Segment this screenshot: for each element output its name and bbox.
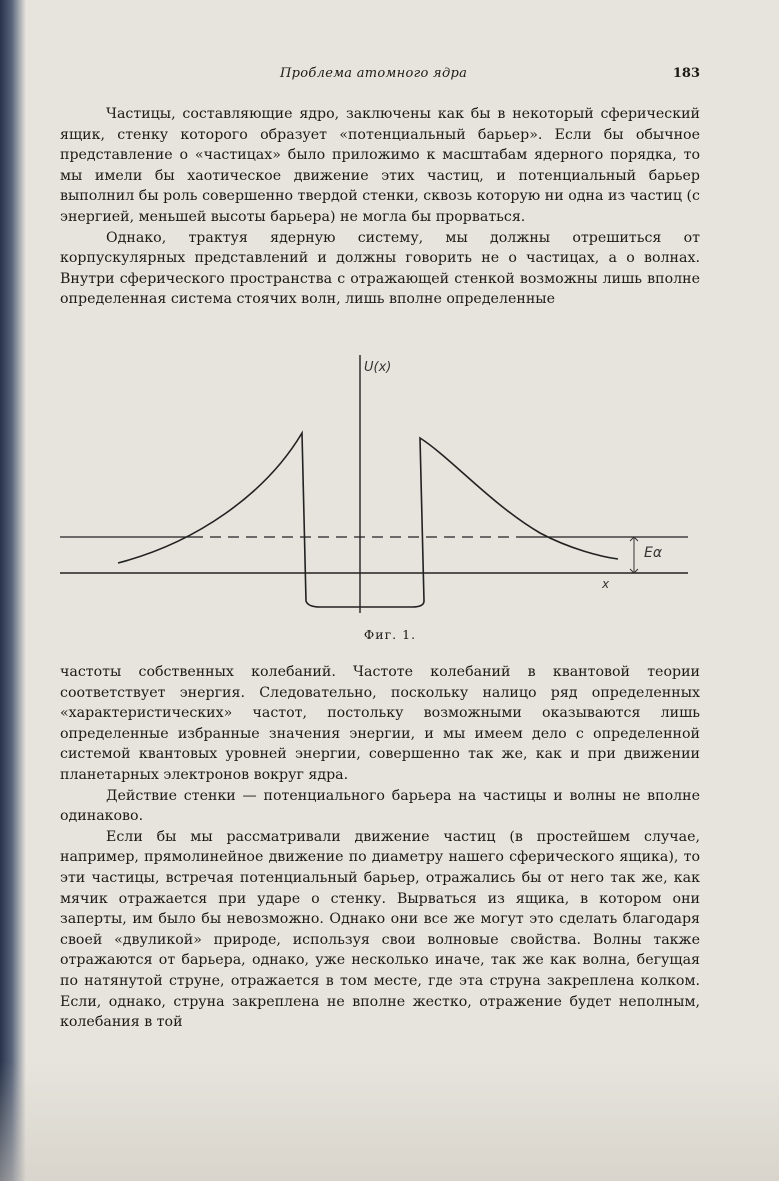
x-axis-label: x [602, 577, 610, 591]
paragraph: частоты собственных колебаний. Частоте колебаний в квантовой теории соответствует энергия. Следовательно, поскольку налицо ряд определенных «характеристических» частот, постольку возможными оказываются лишь определенные избранные значения энергии, и мы имеем дело с определенной системой квантовых уровней энергии, совершенно так же, как и при движении планетарных электронов вокруг ядра. [60, 664, 700, 783]
potential-barrier-diagram [30, 345, 750, 645]
page-header [60, 66, 700, 88]
y-axis-label: U(x) [364, 360, 392, 375]
energy-label: Eα [644, 545, 663, 561]
paragraph: Если бы мы рассматривали движение частиц (в простейшем случае, например, прямолинейное движение по диаметру нашего сферического ящика), то эти частицы, встречая потенциальный барьер, отражались бы от него так же, как мячик отражается при ударе о стенку. Вырваться из ящика, в котором они заперты, им было бы невозможно. Однако они все же могут это сделать благодаря своей «двуликой» природе, используя свои волновые свойства. Волны также отражаются от барьера, однако, уже несколько иначе, так же как волна, бегущая по натянутой струне, отражается в том месте, где эта струна закреплена колком. Если, однако, струна закреплена не вполне жестко, отражение будет неполным, колебания в той [60, 828, 700, 1031]
page-number: 183 [672, 66, 700, 81]
body-text-bottom [60, 662, 700, 1033]
paragraph: Частицы, составляющие ядро, заключены как бы в некоторый сферический ящик, стенку которого образует «потенциальный барьер». Если бы обычное представление о «частицах» было приложимо к масштабам ядерного порядка, то мы имели бы хаотическое движение этих частиц, и потенциальный барьер выполнил бы роль совершенно твердой стенки, сквозь которую ни одна из частиц (с энергией, меньшей высоты барьера) не могла бы прорваться. [60, 106, 700, 225]
figure-caption: Фиг. 1. [363, 627, 417, 642]
running-title: Проблема атомного ядра [280, 66, 468, 81]
body-text-top [60, 104, 700, 310]
potential-curve [118, 433, 618, 607]
paragraph: Однако, трактуя ядерную систему, мы должны отрешиться от корпускулярных представлений и должны говорить не о частицах, а о волнах. Внутри сферического пространства с отражающей стенкой возможны лишь вполне определенная система стоячих волн, лишь вполне определенные [60, 229, 700, 308]
potential-barrier-figure [30, 345, 750, 645]
page-bottom-shade [0, 1061, 779, 1181]
paragraph: Действие стенки — потенциального барьера на частицы и волны не вполне одинаково. [60, 787, 700, 825]
book-gutter-shadow [0, 0, 26, 1181]
